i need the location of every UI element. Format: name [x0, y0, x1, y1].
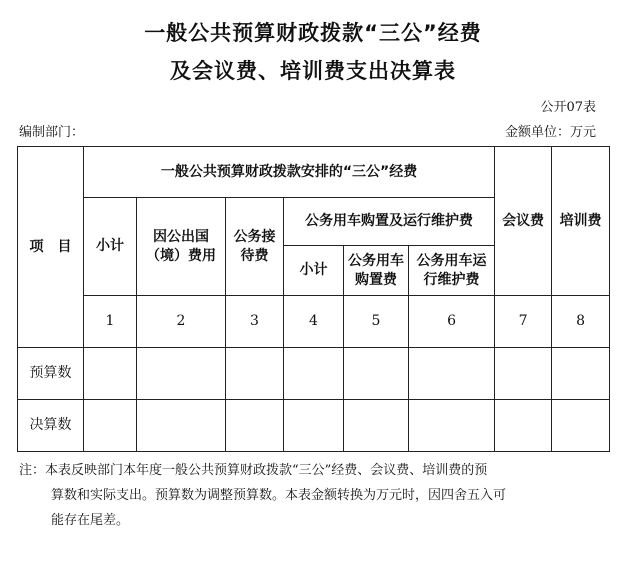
header-vehicle-maintain-line-1: 公务用车运: [416, 252, 487, 269]
table-cell: [344, 400, 409, 452]
table-cell: [137, 400, 226, 452]
header-item: 项 目: [18, 147, 84, 348]
header-abroad-fee-line-1: 因公出国: [153, 228, 209, 245]
header-vehicle-purchase-fee: [344, 246, 409, 296]
table-cell: [137, 348, 226, 400]
report-title-line-1: 一般公共预算财政拨款“三公”经费: [144, 21, 482, 45]
header-reception-fee-line-1: 公务接: [233, 228, 276, 245]
col-number: 4: [284, 296, 344, 348]
header-vehicle-purchase-line-2: 购置费: [355, 271, 397, 288]
header-reception-fee: [226, 198, 284, 296]
header-meeting-fee: 会议费: [495, 147, 552, 296]
table-cell: [409, 348, 495, 400]
footnote-line-1: 注：本表反映部门本年度一般公共预算财政拨款“三公”经费、会议费、培训费的预: [19, 463, 488, 478]
col-number: 7: [495, 296, 552, 348]
header-subtotal: 小计: [84, 198, 137, 296]
col-number: 8: [552, 296, 610, 348]
col-number: 2: [137, 296, 226, 348]
table-cell: [344, 348, 409, 400]
form-code: 公开07表: [540, 100, 596, 115]
amount-unit-label: 金额单位：万元: [504, 125, 596, 140]
table-cell: [284, 348, 344, 400]
col-number: 1: [84, 296, 137, 348]
table-cell: [84, 400, 137, 452]
footnote-line-3: 能存在尾差。: [51, 513, 130, 528]
table-cell: [552, 400, 610, 452]
header-reception-fee-line-2: 待费: [240, 247, 269, 264]
row-label-budget: 预算数: [18, 348, 84, 400]
table-cell: [495, 348, 552, 400]
row-label-final: 决算数: [18, 400, 84, 452]
table-row: [18, 400, 610, 452]
header-abroad-fee: [137, 198, 226, 296]
report-title-line-2: 及会议费、培训费支出决算表: [170, 59, 456, 83]
col-number: 3: [226, 296, 284, 348]
table-cell: [552, 348, 610, 400]
footnote: [19, 458, 609, 533]
header-vehicle-maintain-fee: [409, 246, 495, 296]
header-abroad-fee-line-2: （境）费用: [146, 247, 216, 264]
table-row: [18, 348, 610, 400]
table-cell: [495, 400, 552, 452]
table-cell: [284, 400, 344, 452]
table-cell: [226, 348, 284, 400]
expenditure-table: [17, 146, 610, 452]
header-vehicle-subtotal: 小计: [284, 246, 344, 296]
header-three-public-group: 一般公共预算财政拨款安排的“三公”经费: [84, 147, 495, 198]
col-number: 5: [344, 296, 409, 348]
header-vehicle-maintain-line-2: 行维护费: [423, 271, 480, 288]
header-vehicle-group: 公务用车购置及运行维护费: [284, 198, 495, 246]
table-cell: [409, 400, 495, 452]
unit-dept-label: 编制部门：: [19, 125, 85, 140]
header-training-fee: 培训费: [552, 147, 610, 296]
col-number: 6: [409, 296, 495, 348]
header-vehicle-purchase-line-1: 公务用车: [348, 252, 404, 269]
footnote-line-2: 算数和实际支出。预算数为调整预算数。本表金额转换为万元时，因四舍五入可: [51, 488, 507, 503]
table-cell: [84, 348, 137, 400]
table-cell: [226, 400, 284, 452]
